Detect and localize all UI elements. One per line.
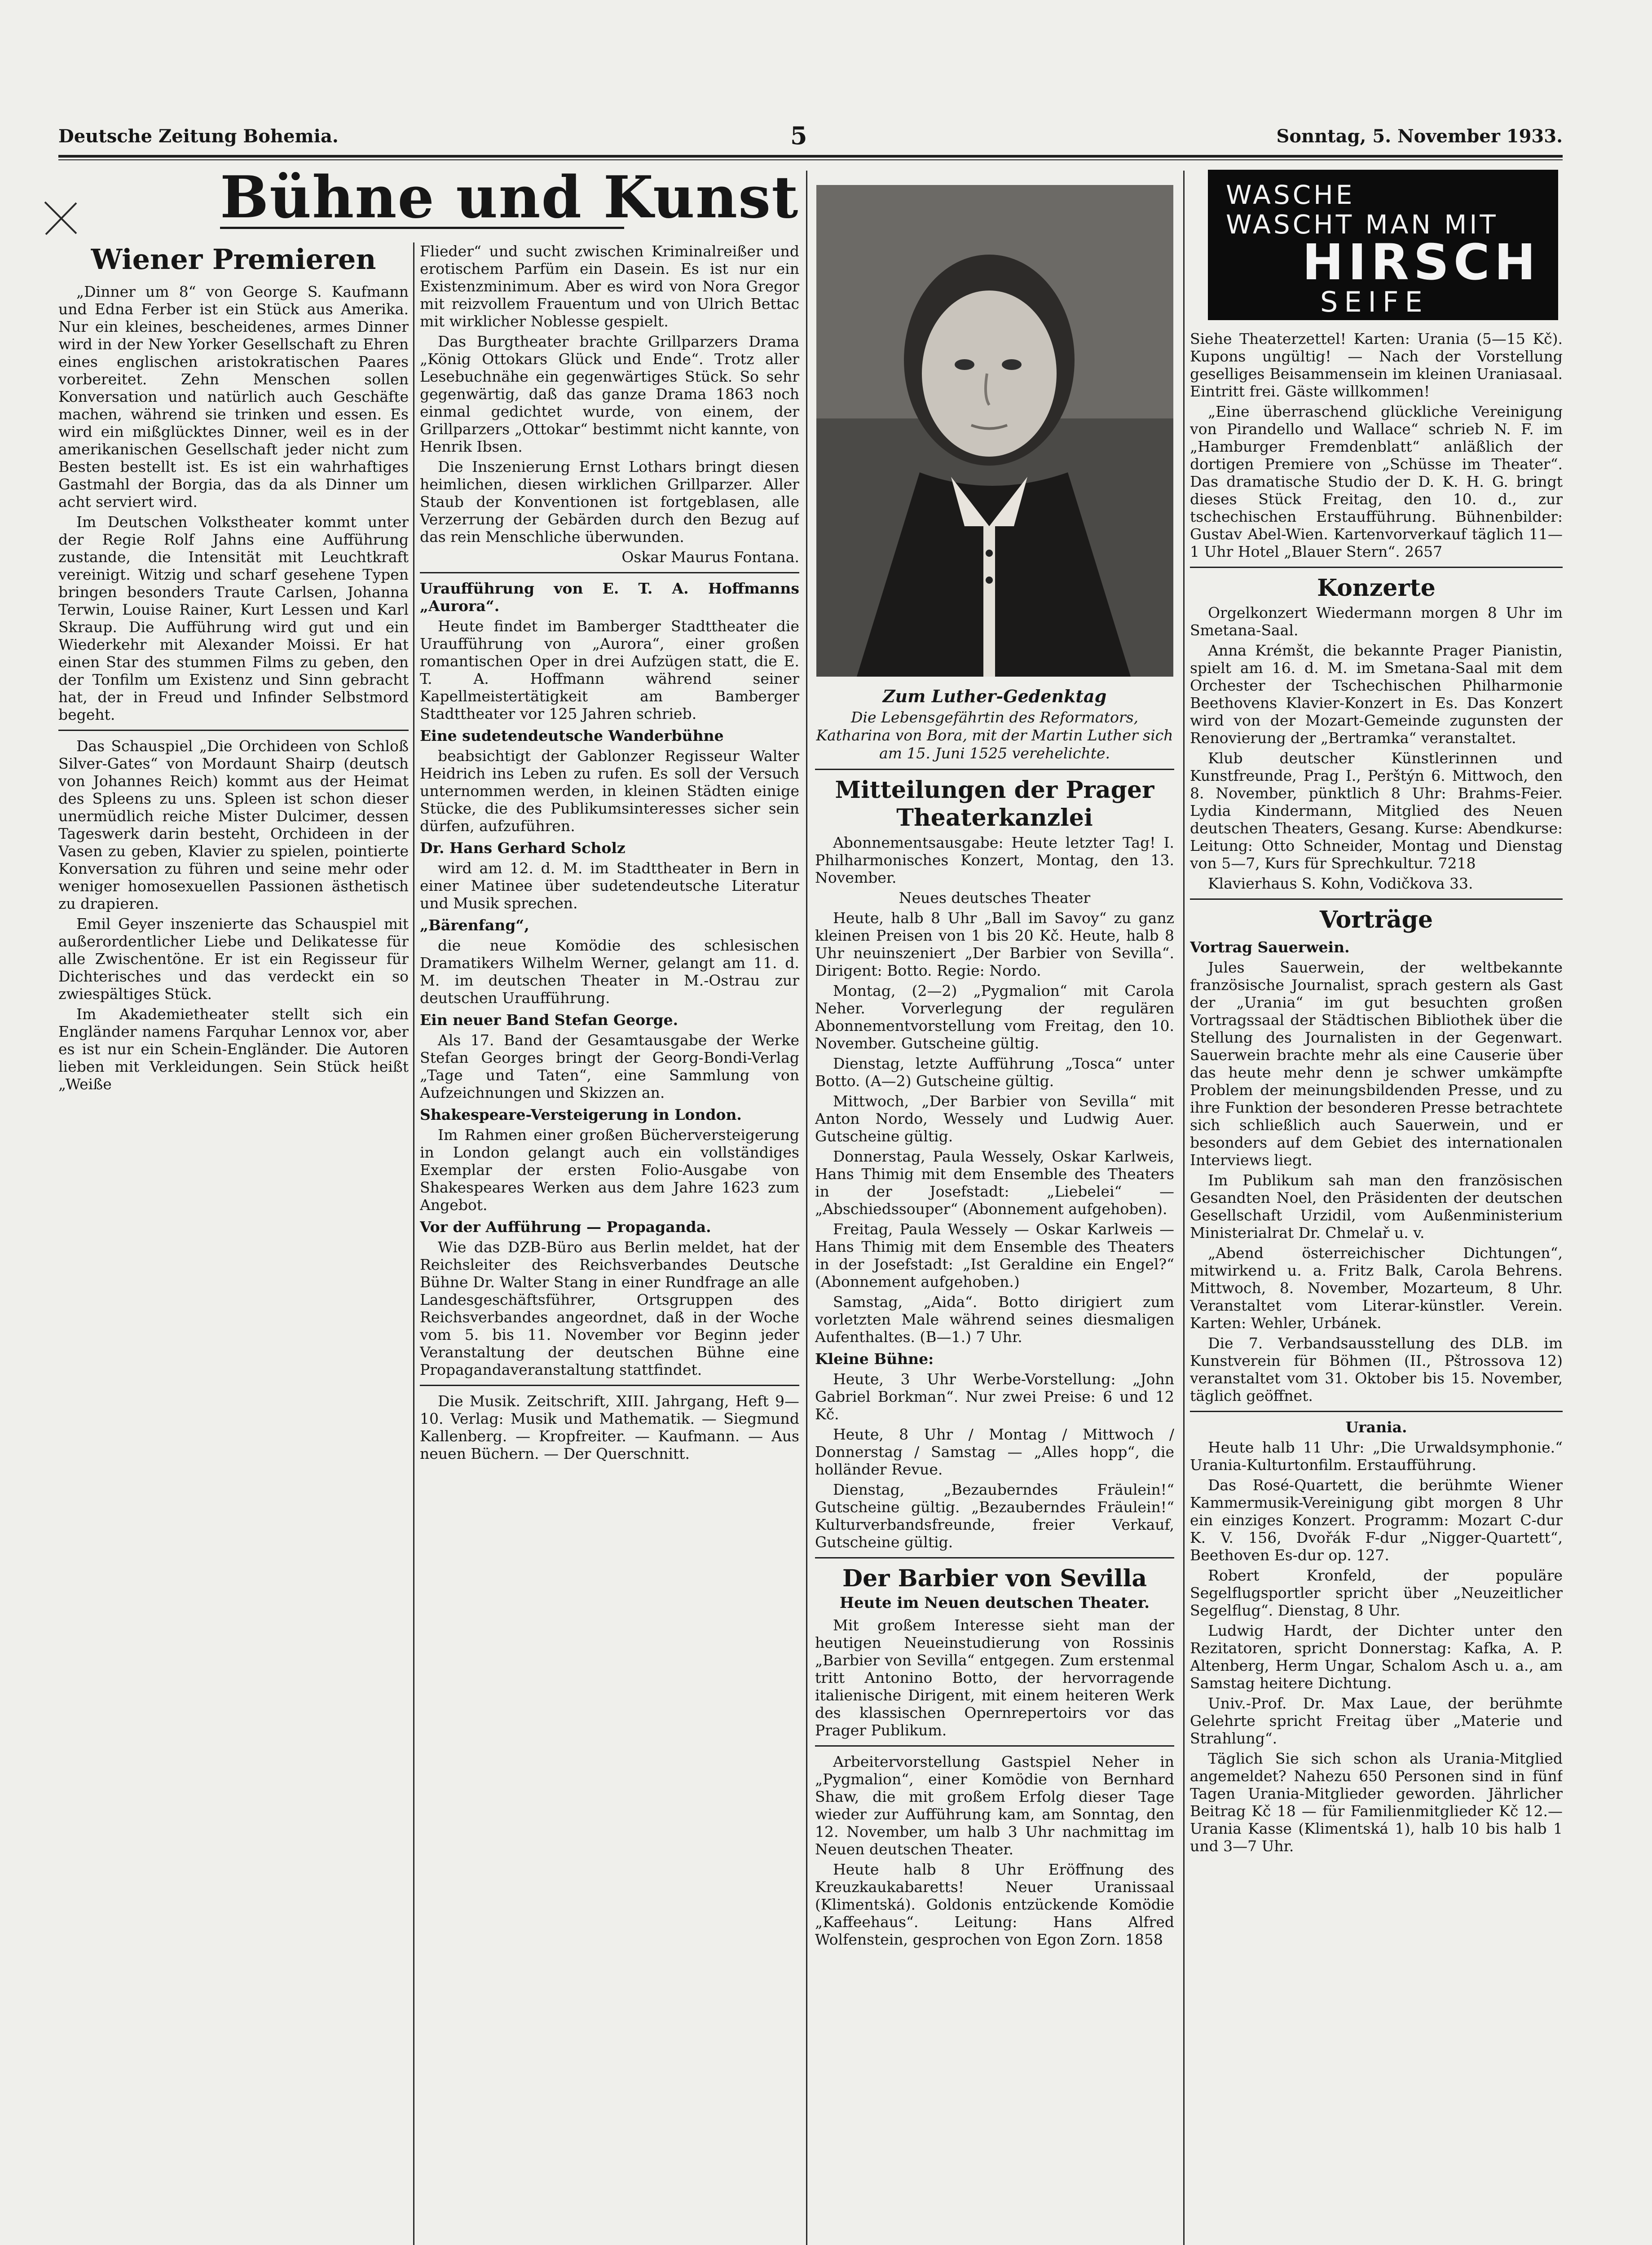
notice-paragraph: Jules Sauerwein, der weltbekannte französische Journalist, sprach gestern als Gast der „Urania“ im gut besuchten großen Vortragssaal der Städtischen Bibliothek über die Stellung des Journalisten in der Gegenwart. Sauerwein brachte mehr als eine Causerie über das heute mehr denn je schwer umkämpfte Problem der meinungsbildenden Presse, und zu ihre Funktion der besonderen Presse betrachtete sich schließlich auch Sauerwein, und er besonders auf dem Gebiet des internationalen Interviews liegt. bbox=[1190, 959, 1563, 1169]
news-heading: „Bärenfang“, bbox=[420, 916, 529, 934]
article-paragraph: Im Akademietheater stellt sich ein Engländer namens Farquhar Lennox vor, aber es ist nur ein Schein-Engländer. Die Autoren lieben mit Verkleidungen. Sein Stück heißt „Weiße bbox=[58, 1005, 409, 1093]
article-signature: Oskar Maurus Fontana. bbox=[621, 548, 799, 566]
divider bbox=[1190, 898, 1563, 900]
notice-paragraph: Heute, 3 Uhr Werbe-Vorstellung: „John Gabriel Borkman“. Nur zwei Preise: 6 und 12 Kč. bbox=[815, 1370, 1174, 1423]
divider bbox=[815, 769, 1174, 770]
notice-paragraph: Heute, halb 8 Uhr „Ball im Savoy“ zu ganz kleinen Preisen von 1 bis 20 Kč. Heute, halb 8 Uhr neuinszeniert „Der Barbier von Sevilla“. Dirigent: Botto. Regie: Nordo. bbox=[815, 909, 1174, 979]
notice-paragraph: Mittwoch, „Der Barbier von Sevilla“ mit Anton Nordo, Wessely und Ludwig Auer. Gutscheine gültig. bbox=[815, 1092, 1174, 1145]
news-paragraph: wird am 12. d. M. im Stadttheater in Bern in einer Matinee über sudetendeutsche Literatur und Musik sprechen. bbox=[420, 859, 799, 912]
news-paragraph: Die Musik. Zeitschrift, XIII. Jahrgang, Heft 9—10. Verlag: Musik und Mathematik. — Siegmund Kallenberg. — Kropfreiter. — Kaufmann. — Aus neuen Büchern. — Der Querschnitt. bbox=[420, 1392, 799, 1462]
section-title-rule bbox=[220, 227, 624, 229]
notice-paragraph: Heute halb 11 Uhr: „Die Urwaldsymphonie.“ Urania-Kulturtonfilm. Erstaufführung. bbox=[1190, 1439, 1563, 1474]
news-heading: Dr. Hans Gerhard Scholz bbox=[420, 839, 626, 857]
column-2 bbox=[420, 242, 799, 2245]
news-heading: Vor der Aufführung — Propaganda. bbox=[420, 1218, 711, 1236]
notice-paragraph: Das Rosé-Quartett, die berühmte Wiener Kammermusik-Vereinigung gibt morgen 8 Uhr ein einziges Konzert. Programm: Mozart C-dur K. V. 156, Dvořák F-dur „Nigger-Quartett“, Beethoven Es-dur op. 127. bbox=[1190, 1476, 1563, 1564]
news-heading: Ein neuer Band Stefan George. bbox=[420, 1011, 678, 1029]
divider bbox=[815, 1745, 1174, 1747]
article-paragraph: Das Schauspiel „Die Orchideen von Schloß Silver-Gates“ von Mordaunt Shairp (deutsch von Johannes Reich) kommt aus der Heimat des Spleens zu uns. Spleen ist schon dieser unermüdlich reiche Mister Dulcimer, dessen Tageswerk darin besteht, Orchideen in der Vasen zu geben, Klavier zu spielen, pointierte Konversation zu führen und seine mehr oder weniger homosexuellen Passionen ästhetisch zu drapieren. bbox=[58, 737, 409, 912]
portrait-image bbox=[816, 185, 1173, 677]
column-rule bbox=[1183, 171, 1185, 2245]
notice-paragraph: Heute, 8 Uhr / Montag / Mittwoch / Donnerstag / Samstag — „Alles hopp“, die holländer Revue. bbox=[815, 1426, 1174, 1478]
divider bbox=[420, 1385, 799, 1386]
notice-paragraph: Robert Kronfeld, der populäre Segelflugsportler spricht über „Neuzeitlicher Segelflug“. Dienstag, 8 Uhr. bbox=[1190, 1567, 1563, 1619]
page-number: 5 bbox=[790, 121, 807, 150]
article-paragraph: Die Inszenierung Ernst Lothars bringt diesen heimlichen, diesen wirklichen Grillparzer. Aller Staub der Konventionen ist fortgeblasen, alle Verzerrung der Gebärden durch den Bezug auf das rein Menschliche überwunden. bbox=[420, 458, 799, 546]
notice-paragraph: Im Publikum sah man den französischen Gesandten Noel, den Präsidenten der deutschen Gesellschaft Urzidil, vom Außenministerium Ministerialrat Dr. Chmelař u. v. bbox=[1190, 1171, 1563, 1241]
newspaper-name: Deutsche Zeitung Bohemia. bbox=[58, 126, 339, 147]
notice-paragraph: Freitag, Paula Wessely — Oskar Karlweis — Hans Thimig mit dem Ensemble des Theaters in der Josefstadt: „Ist Geraldine ein Engel?“ (Abonnement aufgehoben.) bbox=[815, 1220, 1174, 1290]
divider bbox=[1190, 1411, 1563, 1412]
photo-caption-text: Die Lebensgefährtin des Reformators, Katharina von Bora, mit der Martin Luther sich am 15. Juni 1525 verehelichte. bbox=[816, 709, 1173, 762]
notice-paragraph: Anna Krémšt, die bekannte Prager Pianistin, spielt am 16. d. M. im Smetana-Saal mit dem Orchester der Tschechischen Philharmonie Beethovens Klavier-Konzert in Es. Das Konzert wird von der Mozart-Gemeinde zugunsten der Renovierung der „Bertramka“ veranstaltet. bbox=[1190, 642, 1563, 747]
header-rule-thin bbox=[58, 159, 1563, 160]
ad-text-line2: WASCHT MAN MIT bbox=[1226, 209, 1498, 240]
header-rule bbox=[58, 155, 1563, 158]
notice-paragraph: Klub deutscher Künstlerinnen und Kunstfreunde, Prag I., Perštýn 6. Mittwoch, den 8. November, pünktlich 8 Uhr: Brahms-Feier. Lydia Kindermann, Mitglied des Neuen deutschen Theaters, Gesang. Kurse: Abendkurse: Leitung: Otto Schneider, Montag und Dienstag von 5—7, Kurs für Sprechkultur. 7218 bbox=[1190, 749, 1563, 872]
news-paragraph: Im Rahmen einer großen Bücherversteigerung in London gelangt auch ein vollständiges Exemplar der ersten Folio-Ausgabe von Shakespeares Werken aus dem Jahre 1623 zum Angebot. bbox=[420, 1126, 799, 1214]
divider bbox=[1190, 567, 1563, 568]
news-heading: Uraufführung von E. T. A. Hoffmanns „Aurora“. bbox=[420, 580, 799, 615]
subheading-sauerwein: Vortrag Sauerwein. bbox=[1190, 938, 1350, 956]
news-paragraph: beabsichtigt der Gablonzer Regisseur Walter Heidrich ins Leben zu rufen. Es soll der Versuch unternommen werden, in kleinen Städten einige Stücke, die des Publikumsinteresses sicher sein dürfen, aufzuführen. bbox=[420, 747, 799, 835]
pencil-x-mark-icon bbox=[40, 198, 81, 238]
ad-brand-product: SEIFE bbox=[1320, 286, 1429, 318]
notice-paragraph: Dienstag, letzte Aufführung „Tosca“ unter Botto. (A—2) Gutscheine gültig. bbox=[815, 1055, 1174, 1090]
column-3 bbox=[815, 680, 1174, 2245]
hirsch-seife-advertisement bbox=[1208, 170, 1558, 320]
article-paragraph: „Dinner um 8“ von George S. Kaufmann und Edna Ferber ist ein Stück aus Amerika. Nur ein kleines, bescheidenes, armes Dinner wird in der New Yorker Gesellschaft zu Ehren eines englischen aristokratischen Paares vorbereitet. Zehn Menschen sollen Konversation und natürlich auch Geschäfte machen, während sie trinken und essen. Es wird ein mißglücktes Dinner, weil es in der amerikanischen Gesellschaft jeder nicht zum Besten bestellt ist. Es ist ein wahrhaftiges Gastmahl der Borgia, das da als Dinner um acht serviert wird. bbox=[58, 283, 409, 511]
column-rule bbox=[413, 242, 414, 2245]
notice-paragraph: Dienstag, „Bezauberndes Fräulein!“ Gutscheine gültig. „Bezauberndes Fräulein!“ Kulturverbandsfreunde, freier Verkauf, Gutscheine gültig. bbox=[815, 1481, 1174, 1551]
notice-paragraph: Siehe Theaterzettel! Karten: Urania (5—15 Kč). Kupons ungültig! — Nach der Vorstellung geselliges Beisammensein im kleinen Uraniasaal. Eintritt frei. Gäste willkommen! bbox=[1190, 330, 1563, 400]
news-paragraph: Wie das DZB-Büro aus Berlin meldet, hat der Reichsleiter des Reichsverbandes Deutsche Bühne Dr. Walter Stang in einer Rundfrage an alle Landesgeschäftsführer, Ortsgruppen des Reichsverbandes angeordnet, daß in der Woche vom 5. bis 11. November vor Beginn jeder Veranstaltung der deutschen Bühne eine Propagandaveranstaltung stattfindet. bbox=[420, 1238, 799, 1378]
page-header bbox=[58, 121, 1563, 153]
issue-date: Sonntag, 5. November 1933. bbox=[1276, 126, 1563, 147]
divider bbox=[815, 1557, 1174, 1558]
notice-paragraph: Abonnementsausgabe: Heute letzter Tag! I. Philharmonisches Konzert, Montag, den 13. November. bbox=[815, 834, 1174, 886]
photo-caption-title: Zum Luther-Gedenktag bbox=[882, 686, 1107, 706]
notice-paragraph: Heute halb 8 Uhr Eröffnung des Kreuzkaukabaretts! Neuer Uranissaal (Klimentská). Goldonis entzückende Komödie „Kaffeehaus“. Leitung: Hans Alfred Wolfenstein, gesprochen von Egon Zorn. 1858 bbox=[815, 1861, 1174, 1948]
divider bbox=[58, 730, 409, 731]
ad-brand-name: HIRSCH bbox=[1302, 233, 1540, 291]
subheading-urania: Urania. bbox=[1345, 1418, 1407, 1436]
news-heading: Shakespeare-Versteigerung in London. bbox=[420, 1106, 742, 1123]
notice-paragraph: Arbeitervorstellung Gastspiel Neher in „Pygmalion“, einer Komödie von Bernhard Shaw, die mit großem Erfolg dieser Tage wieder zur Aufführung kam, am Sonntag, den 12. November, um halb 3 Uhr nachmittag im Neuen deutschen Theater. bbox=[815, 1753, 1174, 1858]
article-heading-wiener-premieren: Wiener Premieren bbox=[91, 243, 376, 276]
news-paragraph: Heute findet im Bamberger Stadttheater die Uraufführung von „Aurora“, einer großen romantischen Oper in drei Aufzügen statt, die E. T. A. Hoffmann während seiner Kapellmeistertätigkeit am Bamberger Stadttheater vor 125 Jahren schrieb. bbox=[420, 617, 799, 722]
notice-paragraph: Montag, (2—2) „Pygmalion“ mit Carola Neher. Vorverlegung der regulären Abonnementvorstellung vom Freitag, den 10. November. Gutscheine gültig. bbox=[815, 982, 1174, 1052]
notice-paragraph: Univ.-Prof. Dr. Max Laue, der berühmte Gelehrte spricht Freitag über „Materie und Strahlung“. bbox=[1190, 1695, 1563, 1747]
heading-mitteilungen: Mitteilungen der Prager Theaterkanzlei bbox=[835, 776, 1154, 832]
section-title: Bühne und Kunst bbox=[220, 164, 799, 231]
news-paragraph: Als 17. Band der Gesamtausgabe der Werke Stefan Georges bringt der Georg-Bondi-Verlag „Tage und Taten“, eine Sammlung von Aufzeichnungen und Skizzen an. bbox=[420, 1031, 799, 1101]
column-4 bbox=[1190, 330, 1563, 2245]
notice-paragraph: Klavierhaus S. Kohn, Vodičkova 33. bbox=[1208, 875, 1473, 892]
heading-barbier: Der Barbier von Sevilla bbox=[842, 1565, 1147, 1592]
article-paragraph: Das Burgtheater brachte Grillparzers Drama „König Ottokars Glück und Ende“. Trotz aller Lesebuchnähe ein gegenwärtiges Stück. So sehr gegenwärtig, daß das ganze Drama 1863 noch einmal gedichtet wurde, von einem, der Grillparzers „Ottokar“ bestimmt nicht kannte, von Henrik Ibsen. bbox=[420, 333, 799, 455]
heading-konzerte: Konzerte bbox=[1317, 574, 1436, 602]
notice-paragraph: Ludwig Hardt, der Dichter unter den Rezitatoren, spricht Donnerstag: Kafka, A. P. Altenberg, Herm Ungar, Schalom Asch u. a., am Samstag heitere Dichtung. bbox=[1190, 1622, 1563, 1692]
heading-vortraege: Vorträge bbox=[1319, 906, 1433, 933]
portrait-photo-katharina-von-bora bbox=[816, 185, 1173, 677]
ad-text-line1: WASCHE bbox=[1226, 180, 1355, 210]
news-heading: Eine sudetendeutsche Wanderbühne bbox=[420, 727, 724, 744]
divider bbox=[420, 572, 799, 573]
notice-paragraph: Täglich Sie sich schon als Urania-Mitglied angemeldet? Nahezu 650 Personen sind in fünf Tagen Urania-Mitglieder geworden. Jährlicher Beitrag Kč 18 — für Familienmitglieder Kč 12.— Urania Kasse (Klimentská 1), halb 10 bis halb 1 und 3—7 Uhr. bbox=[1190, 1750, 1563, 1855]
article-paragraph: Emil Geyer inszenierte das Schauspiel mit außerordentlicher Liebe und Delikatesse für alle Zwischentöne. Er ist ein Regisseur für Dichterisches und das verdeckt ein so zwiespältiges Stück. bbox=[58, 915, 409, 1003]
notice-paragraph: Mit großem Interesse sieht man der heutigen Neueinstudierung von Rossinis „Barbier von Sevilla“ entgegen. Zum erstenmal tritt Antonino Botto, der hervorragende italienische Dirigent, mit einem heiteren Werk des klassischen Opernrepertoirs vor das Prager Publikum. bbox=[815, 1616, 1174, 1739]
notice-paragraph: „Abend österreichischer Dichtungen“, mitwirkend u. a. Fritz Balk, Carola Behrens. Mittwoch, 8. November, Mozarteum, 8 Uhr. Veranstaltet vom Literar-künstler. Verein. Karten: Wehler, Urbánek. bbox=[1190, 1244, 1563, 1332]
column-1 bbox=[58, 242, 409, 2245]
notice-paragraph: Samstag, „Aida“. Botto dirigiert zum vorletzten Male während seines diesmaligen Aufenthaltes. (B—1.) 7 Uhr. bbox=[815, 1293, 1174, 1346]
subheading-neues-theater: Neues deutsches Theater bbox=[899, 889, 1091, 907]
notice-paragraph: Donnerstag, Paula Wessely, Oskar Karlweis, Hans Thimig mit dem Ensemble des Theaters in der Josefstadt: „Liebelei“ — „Abschiedssouper“ (Abonnement aufgehoben). bbox=[815, 1148, 1174, 1218]
notice-paragraph: „Eine überraschend glückliche Vereinigung von Pirandello und Wallace“ schrieb N. F. im „Hamburger Fremdenblatt“ anläßlich der dortigen Premiere von „Schüsse im Theater“. Das dramatische Studio der D. K. H. G. bringt dieses Stück Freitag, den 10. d., zur tschechischen Erstaufführung. Bühnenbilder: Gustav Abel-Wien. Kartenvorverkauf täglich 11—1 Uhr Hotel „Blauer Stern“. 2657 bbox=[1190, 403, 1563, 560]
news-paragraph: die neue Komödie des schlesischen Dramatikers Wilhelm Werner, gelangt am 11. d. M. im deutschen Theater in M.-Ostrau zur deutschen Uraufführung. bbox=[420, 937, 799, 1007]
article-paragraph: Im Deutschen Volkstheater kommt unter der Regie Rolf Jahns eine Aufführung zustande, die Intensität mit Leuchtkraft vereinigt. Witzig und scharf gesehene Typen bringen besonders Traute Carlsen, Johanna Terwin, Louise Rainer, Kurt Lessen und Karl Skraup. Die Aufführung wird gut und ein Wiederkehr mit Alexander Moissi. Er hat einen Star des stummen Films zu geben, den der Tonfilm um Existenz und Sinn gebracht hat, der in Freud und Infinder Selbstmord begeht. bbox=[58, 513, 409, 723]
column-rule bbox=[806, 171, 807, 2245]
notice-paragraph: Orgelkonzert Wiedermann morgen 8 Uhr im Smetana-Saal. bbox=[1190, 604, 1563, 639]
subheading-kleine-buehne: Kleine Bühne: bbox=[815, 1350, 934, 1368]
subheading-barbier: Heute im Neuen deutschen Theater. bbox=[839, 1594, 1150, 1612]
article-paragraph: Flieder“ und sucht zwischen Kriminalreißer und erotischem Parfüm ein Dasein. Es ist nur ein Existenzminimum. Aber es wird von Nora Gregor mit reizvollem Frauentum und von Ulrich Bettac mit wirklicher Noblesse gespielt. bbox=[420, 242, 799, 330]
notice-paragraph: Die 7. Verbandsausstellung des DLB. im Kunstverein für Böhmen (II., Pštrossova 12) veranstaltet vom 31. Oktober bis 15. November, täglich geöffnet. bbox=[1190, 1334, 1563, 1404]
